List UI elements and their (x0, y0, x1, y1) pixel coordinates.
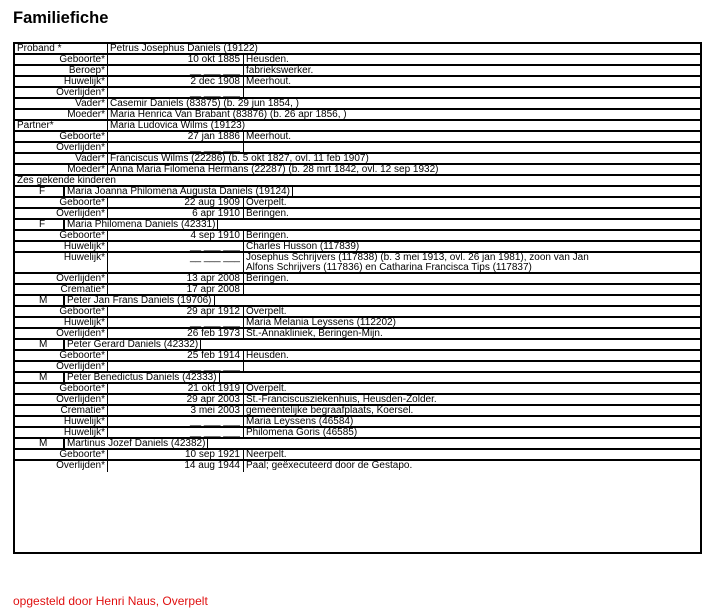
event-place: St.-Franciscusziekenhuis, Heusden-Zolder. (243, 395, 700, 404)
parent-row (15, 165, 700, 176)
event-label: Huwelijk* (63, 428, 105, 437)
event-place: gemeentelijke begraafplaats, Koersel. (243, 406, 700, 415)
event-date: 27 jan 1886 (107, 132, 243, 141)
event-date: __ ___ ___ (107, 143, 243, 152)
event-place-line: Alfons Schrijvers (117836) en Catharina Francisca Tips (117837) (246, 262, 532, 272)
child-row (15, 296, 700, 307)
parent-label: Moeder* (67, 165, 105, 174)
parent-row (15, 154, 700, 165)
event-date: 3 mei 2003 (107, 406, 243, 415)
event-date: 2 dec 1908 (107, 77, 243, 86)
child-sex: M (39, 339, 48, 350)
child-name-cell (61, 373, 700, 382)
children-header: Zes gekende kinderen (17, 175, 116, 186)
event-place: Heusden. (243, 351, 700, 360)
event-label: Geboorte* (59, 384, 105, 393)
event-row (15, 253, 700, 274)
event-place: Maria Leyssens (46584) (243, 417, 700, 426)
event-label: Huwelijk* (63, 417, 105, 426)
page-title: Familiefiche (13, 9, 109, 27)
event-place: Overpelt. (243, 307, 700, 316)
child-row (15, 439, 700, 450)
family-sheet (13, 42, 702, 554)
event-date: 14 aug 1944 (107, 461, 243, 472)
event-label: Huwelijk* (63, 318, 105, 327)
event-date: __ ___ ___ (107, 66, 243, 75)
child-sex: F (39, 186, 46, 197)
event-row (15, 461, 700, 472)
child-name: Martinus Jozef Daniels (42382) (63, 439, 208, 448)
event-label: Geboorte* (59, 55, 105, 64)
event-place: Maria Melania Leyssens (112202) (243, 318, 700, 327)
child-name: Maria Joanna Philomena Augusta Daniels (19124) (63, 187, 293, 196)
event-label: Crematie* (60, 406, 105, 415)
child-name: Maria Philomena Daniels (42331) (63, 220, 218, 229)
event-label: Overlijden* (56, 329, 105, 338)
child-sex: F (39, 219, 46, 230)
event-date: __ ___ ___ (107, 253, 243, 272)
proband-row (15, 44, 700, 55)
event-label: Huwelijk* (63, 77, 105, 86)
event-date: __ ___ ___ (107, 318, 243, 327)
event-label: Overlijden* (56, 362, 105, 371)
event-row (15, 329, 700, 340)
event-label: Overlijden* (56, 143, 105, 152)
event-label: Overlijden* (56, 274, 105, 283)
proband-label: Proband * (17, 44, 62, 53)
event-place: Beringen. (243, 209, 700, 218)
parent-name: Anna Maria Filomena Hermans (22287) (b. 28 mrt 1842, ovl. 12 sep 1932) (107, 165, 700, 174)
event-row (15, 66, 700, 77)
event-row (15, 384, 700, 395)
event-date: 13 apr 2008 (107, 274, 243, 283)
parent-label: Moeder* (67, 110, 105, 119)
event-row (15, 274, 700, 285)
event-date: 10 sep 1921 (107, 450, 243, 459)
event-place: Meerhout. (243, 77, 700, 86)
child-row (15, 373, 700, 384)
event-row (15, 77, 700, 88)
event-row (15, 450, 700, 461)
child-name-cell (61, 340, 700, 349)
event-row (15, 242, 700, 253)
event-date: 17 apr 2008 (107, 285, 243, 294)
child-name: Peter Benedictus Daniels (42333) (63, 373, 220, 382)
event-place: Overpelt. (243, 198, 700, 207)
footer-credit: opgesteld door Henri Naus, Overpelt (13, 594, 208, 608)
parent-row (15, 99, 700, 110)
event-date: 10 okt 1885 (107, 55, 243, 64)
event-place: Paal; geëxecuteerd door de Gestapo. (243, 461, 700, 472)
child-name: Peter Jan Frans Daniels (19706) (63, 296, 215, 305)
parent-label: Vader* (75, 99, 105, 108)
partner-row (15, 121, 700, 132)
event-row (15, 285, 700, 296)
child-row (15, 340, 700, 351)
event-date: 6 apr 1910 (107, 209, 243, 218)
parent-row (15, 110, 700, 121)
event-row (15, 55, 700, 66)
event-date: 21 okt 1919 (107, 384, 243, 393)
child-name-cell (61, 187, 700, 196)
event-row (15, 198, 700, 209)
event-label: Overlijden* (56, 88, 105, 97)
event-date: 26 feb 1973 (107, 329, 243, 338)
event-label: Geboorte* (59, 132, 105, 141)
child-name: Peter Gerard Daniels (42332) (63, 340, 201, 349)
child-name-cell (61, 296, 700, 305)
event-place (243, 143, 700, 152)
child-name-cell (61, 220, 700, 229)
event-row (15, 362, 700, 373)
event-row (15, 428, 700, 439)
event-row (15, 406, 700, 417)
child-sex: M (39, 372, 48, 383)
event-label: Huwelijk* (63, 242, 105, 251)
event-place: Philomena Goris (46585) (243, 428, 700, 437)
event-place-line: Josephus Schrijvers (117838) (b. 3 mei 1913, ovl. 26 jan 1981), zoon van Jan (246, 253, 589, 263)
event-row (15, 318, 700, 329)
event-place (243, 285, 700, 294)
event-row (15, 209, 700, 220)
event-date: __ ___ ___ (107, 428, 243, 437)
event-place: Neerpelt. (243, 450, 700, 459)
children-header-row (15, 176, 700, 187)
event-place (243, 88, 700, 97)
event-row (15, 231, 700, 242)
parent-name: Casemir Daniels (83875) (b. 29 jun 1854, ) (107, 99, 700, 108)
event-date: 4 sep 1910 (107, 231, 243, 240)
event-date: __ ___ ___ (107, 88, 243, 97)
event-label: Overlijden* (56, 461, 105, 471)
partner-label: Partner* (17, 121, 54, 130)
event-label: Geboorte* (59, 450, 105, 459)
event-row (15, 88, 700, 99)
event-label: Overlijden* (56, 209, 105, 218)
child-row (15, 187, 700, 198)
event-row (15, 417, 700, 428)
event-place: Meerhout. (243, 132, 700, 141)
event-place: Beringen. (243, 274, 700, 283)
event-place: fabriekswerker. (243, 66, 700, 75)
event-label: Huwelijk* (63, 253, 105, 263)
proband-name: Petrus Josephus Daniels (19122) (107, 44, 700, 53)
event-date: 25 feb 1914 (107, 351, 243, 360)
event-place (243, 362, 700, 371)
event-place: Heusden. (243, 55, 700, 64)
parent-label: Vader* (75, 154, 105, 163)
event-date: 22 aug 1909 (107, 198, 243, 207)
event-date: 29 apr 1912 (107, 307, 243, 316)
event-date: __ ___ ___ (107, 362, 243, 371)
event-label: Geboorte* (59, 198, 105, 207)
event-label: Geboorte* (59, 231, 105, 240)
event-place: Overpelt. (243, 384, 700, 393)
parent-name: Franciscus Wilms (22286) (b. 5 okt 1827, ovl. 11 feb 1907) (107, 154, 700, 163)
event-row (15, 143, 700, 154)
event-place: Charles Husson (117839) (243, 242, 700, 251)
event-row (15, 395, 700, 406)
event-row (15, 132, 700, 143)
child-row (15, 220, 700, 231)
event-label: Overlijden* (56, 395, 105, 404)
event-label: Beroep* (68, 66, 105, 75)
event-label: Crematie* (60, 285, 105, 294)
event-label: Geboorte* (59, 307, 105, 316)
event-place: Beringen. (243, 231, 700, 240)
event-date: 29 apr 2003 (107, 395, 243, 404)
event-date: __ ___ ___ (107, 417, 243, 426)
event-label: Geboorte* (59, 351, 105, 360)
partner-name: Maria Ludovica Wilms (19123) (107, 121, 700, 130)
child-sex: M (39, 438, 48, 449)
event-place: St.-Annakliniek, Beringen-Mijn. (243, 329, 700, 338)
parent-name: Maria Henrica Van Brabant (83876) (b. 26 apr 1856, ) (107, 110, 700, 119)
child-name-cell (61, 439, 700, 448)
event-place (243, 253, 700, 272)
event-date: __ ___ ___ (107, 242, 243, 251)
event-row (15, 307, 700, 318)
event-row (15, 351, 700, 362)
child-sex: M (39, 295, 48, 306)
